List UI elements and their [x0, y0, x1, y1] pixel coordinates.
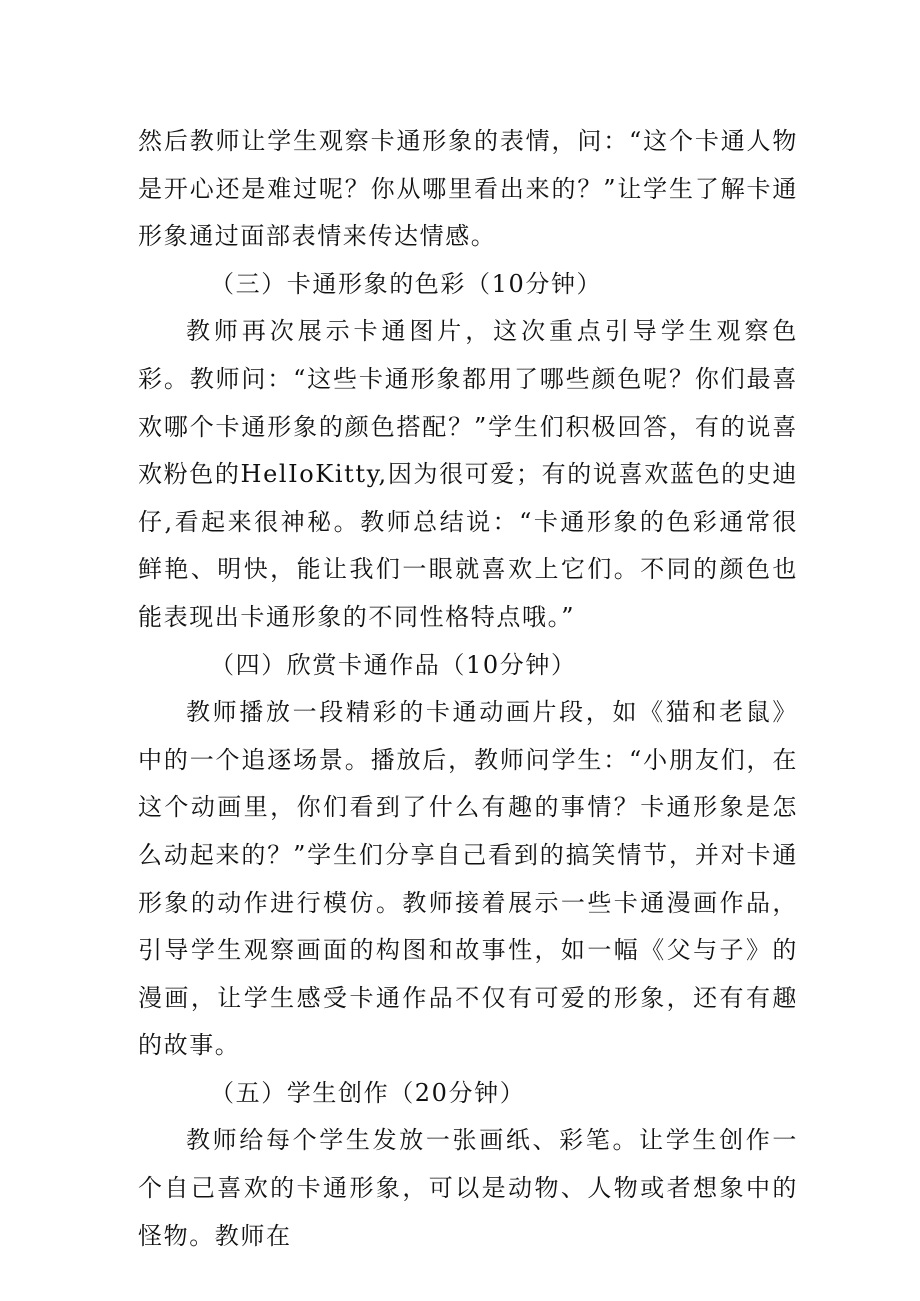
section-heading-appreciation: （四）欣赏卡通作品（10分钟） — [210, 650, 577, 679]
paragraph-creation: 教师给每个学生发放一张画纸、彩笔。让学生创作一个自己喜欢的卡通形象，可以是动物、人物或者想象中的怪物。教师在 — [138, 1126, 798, 1250]
paragraph-appreciation: 教师播放一段精彩的卡通动画片段，如《猫和老鼠》中的一个追逐场景。播放后，教师问学生：“小朋友们，在这个动画里，你们看到了什么有趣的事情？卡通形象是怎么动起来的？”学生们分享自己看到的搞笑情节，并对卡通形象的动作进行模仿。教师接着展示一些卡通漫画作品，引导学生观察画面的构图和故事性，如一幅《父与子》的漫画，让学生感受卡通作品不仅有可爱的形象，还有有趣的故事。 — [138, 698, 798, 1060]
document-body — [138, 118, 798, 1260]
section-heading-creation: （五）学生创作（20分钟） — [210, 1078, 526, 1107]
paragraph-colors: 教师再次展示卡通图片，这次重点引导学生观察色彩。教师问：“这些卡通形象都用了哪些颜色呢？你们最喜欢哪个卡通形象的颜色搭配？”学生们积极回答，有的说喜欢粉色的HelIoKitty,因为很可爱；有的说喜欢蓝色的史迪仔,看起来很神秘。教师总结说：“卡通形象的色彩通常很鲜艳、明快，能让我们一眼就喜欢上它们。不同的颜色也能表现出卡通形象的不同性格特点哦。” — [138, 317, 798, 631]
paragraph-facial-expression: 然后教师让学生观察卡通形象的表情，问：“这个卡通人物是开心还是难过呢？你从哪里看出来的？”让学生了解卡通形象通过面部表情来传达情感。 — [138, 127, 798, 251]
section-heading-colors: （三）卡通形象的色彩（10分钟） — [210, 269, 603, 298]
